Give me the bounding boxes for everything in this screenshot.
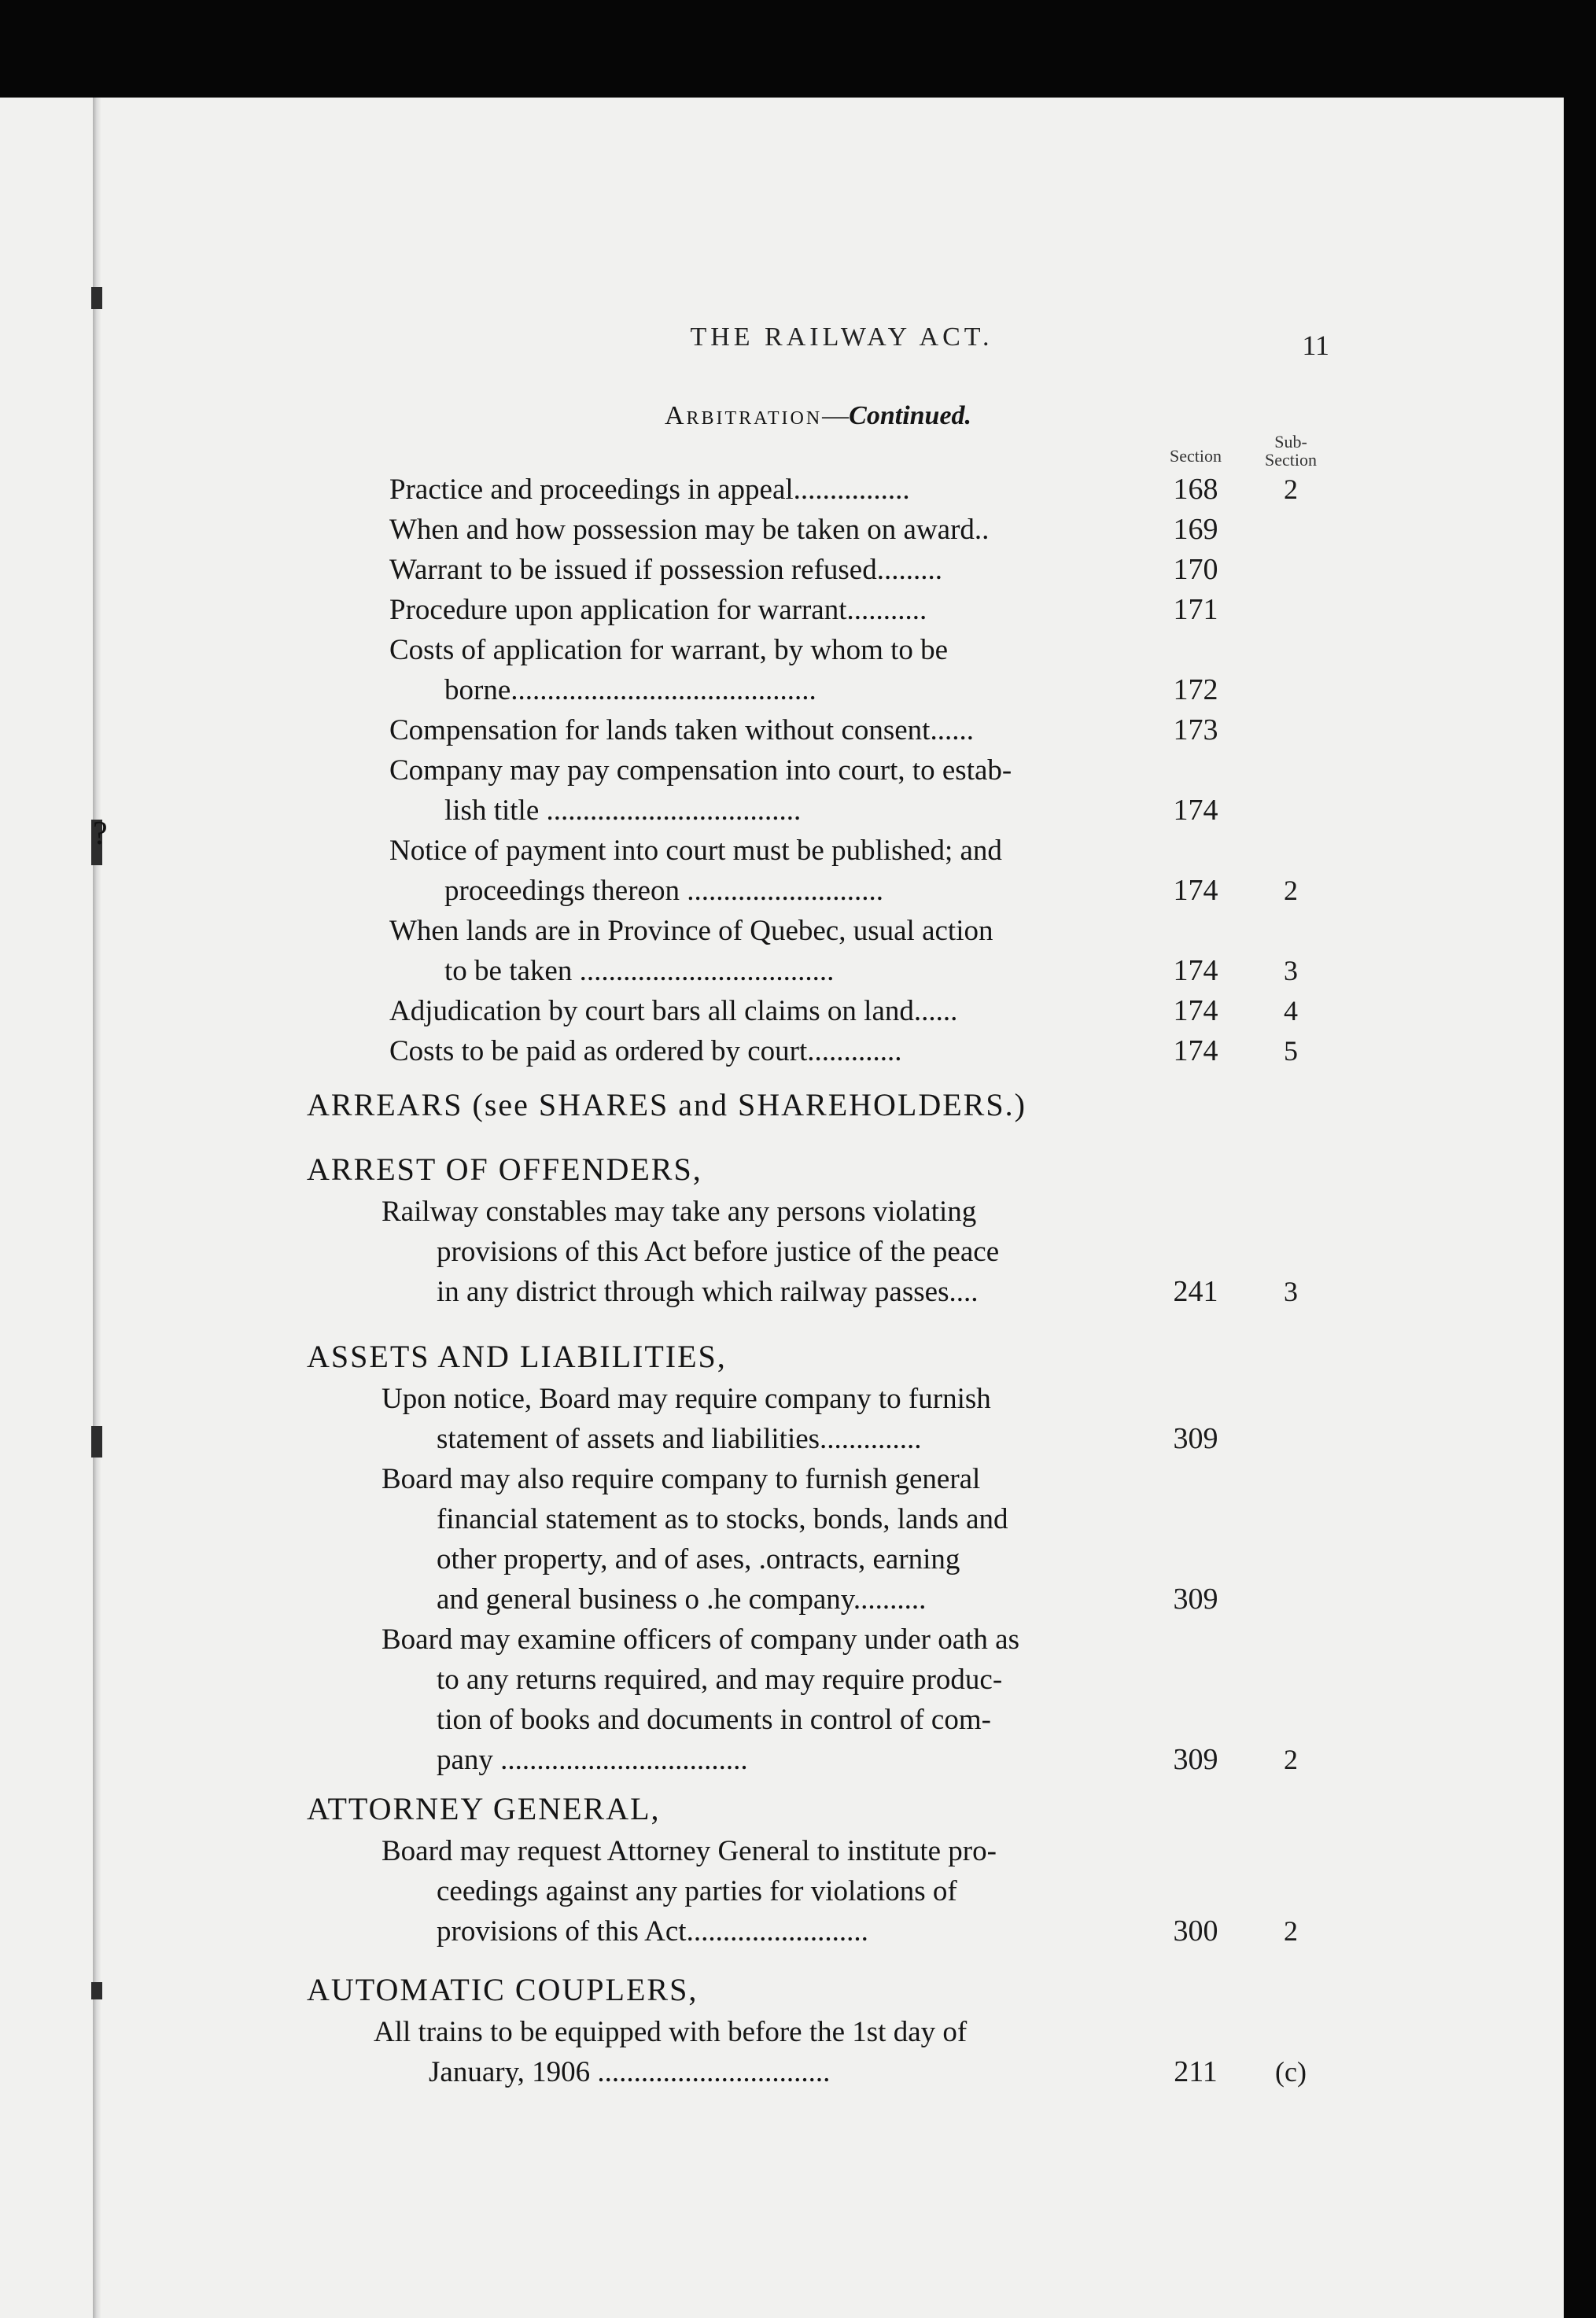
entry-line: Costs of application for warrant, by whom to be [389,634,949,666]
section-heading [598,401,1038,431]
entry-line: in any district through which railway passes.... [437,1276,979,1308]
entry-line: Company may pay compensation into court, to estab- [389,754,1012,787]
section-heading-caps: Arbitration [664,401,823,430]
entry-line: January, 1906 ................................ [429,2056,831,2088]
entry-section-number: 173 [1173,713,1218,746]
margin-mark: ? [93,816,108,852]
entry-line: Compensation for lands taken without consent...... [389,714,974,746]
entry-subsection-number: 2 [1284,875,1298,906]
index-entry [0,1620,1564,1776]
entry-line: Practice and proceedings in appeal................ [389,474,910,506]
section-heading-dash: — [822,401,850,430]
section-heading-italic: Continued. [849,401,972,430]
entry-section-number: 309 [1173,1743,1218,1776]
entry-line: to be taken ................................... [444,955,835,987]
entry-section-number: 171 [1173,593,1218,626]
entry-section-number: 174 [1173,994,1218,1027]
entry-line: to any returns required, and may require produc- [437,1664,1003,1696]
index-entry [0,1192,1564,1308]
column-heading-subsection-line2: Section [1265,450,1317,470]
entry-subsection-number: 4 [1284,995,1298,1026]
entry-section-number: 211 [1174,2055,1218,2088]
entry-subsection-number: 3 [1284,1276,1298,1307]
index-entry [0,750,1564,829]
entry-section-number: 241 [1173,1275,1218,1308]
index-entry [0,630,1564,709]
entry-section-number: 309 [1173,1422,1218,1455]
entry-section-number: 174 [1173,794,1218,827]
entry-line: Procedure upon application for warrant........... [389,594,927,626]
entry-line: proceedings thereon ........................... [444,875,883,907]
entry-line: financial statement as to stocks, bonds, lands and [437,1503,1008,1535]
entry-line: Railway constables may take any persons violating [381,1196,977,1228]
entry-line: All trains to be equipped with before the 1st day of [374,2016,968,2048]
entry-section-number: 309 [1173,1583,1218,1616]
entry-line: When and how possession may be taken on award.. [389,514,990,546]
entry-line: Board may also require company to furnish general [381,1463,981,1495]
entry-line: Warrant to be issued if possession refused......... [389,554,942,586]
entry-section-number: 300 [1173,1914,1218,1948]
entry-line: and general business o .he company.......... [437,1583,927,1616]
index-entry [0,2012,1564,2091]
entry-line: provisions of this Act......................... [437,1915,868,1948]
entry-line: statement of assets and liabilities.............. [437,1423,922,1455]
entry-line: ceedings against any parties for violations of [437,1875,957,1907]
column-heading-subsection-line1: Sub- [1274,432,1307,451]
index-entry [0,1831,1564,1948]
index-entry [0,831,1564,909]
entry-subsection-number: 2 [1284,1744,1298,1775]
entry-line: Board may examine officers of company under oath as [381,1623,1019,1656]
entry-line: Costs to be paid as ordered by court............. [389,1035,902,1067]
column-heading-subsection [1247,433,1335,469]
column-heading-section: Section [1170,446,1222,466]
entry-section-number: 172 [1173,673,1218,706]
entry-section-number: 174 [1173,874,1218,907]
entry-line: other property, and of ases, .ontracts, earning [437,1543,960,1575]
entry-subsection-number: 3 [1284,955,1298,986]
entry-line: lish title ................................... [444,794,802,827]
entry-subsection-number: 5 [1284,1035,1298,1067]
heading-arrest-of-offenders: ARREST OF OFFENDERS, [307,1152,702,1187]
index-entry [0,1459,1564,1616]
running-head: THE RAILWAY ACT. [690,322,993,352]
entry-line: Notice of payment into court must be published; and [389,835,1002,867]
heading-automatic-couplers: AUTOMATIC COUPLERS, [307,1972,698,2007]
index-entry [0,1379,1564,1458]
page-number: 11 [1302,330,1329,361]
entry-line: Adjudication by court bars all claims on land...... [389,995,958,1027]
entry-line: provisions of this Act before justice of the peace [437,1236,1000,1268]
index-entry [0,911,1564,989]
entry-subsection-number: 2 [1284,474,1298,505]
heading-attorney-general: ATTORNEY GENERAL, [307,1791,661,1826]
heading-arrears: ARREARS (see SHARES and SHAREHOLDERS.) [307,1087,1027,1122]
entry-section-number: 174 [1173,954,1218,987]
entry-line: borne.......................................... [444,674,816,706]
entry-section-number: 169 [1173,513,1218,546]
entry-section-number: 168 [1173,473,1218,506]
entry-line: tion of books and documents in control of com- [437,1704,991,1736]
entry-line: Board may request Attorney General to institute pro- [381,1835,997,1867]
entry-section-number: 174 [1173,1034,1218,1067]
entry-line: Upon notice, Board may require company to furnish [381,1383,991,1415]
entry-line: pany .................................. [437,1744,748,1776]
entry-line: When lands are in Province of Quebec, usual action [389,915,993,947]
entry-subsection-number: (c) [1275,2056,1307,2088]
heading-assets-and-liabilities: ASSETS AND LIABILITIES, [307,1339,727,1374]
entry-section-number: 170 [1173,553,1218,586]
entry-subsection-number: 2 [1284,1915,1298,1947]
